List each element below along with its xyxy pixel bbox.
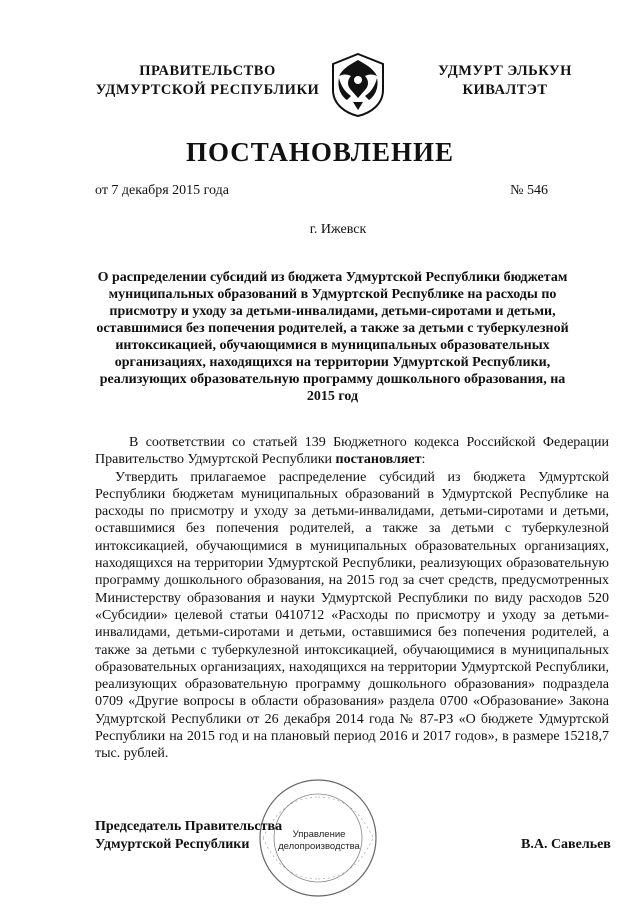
document-title: О распределении субсидий из бюджета Удмуртской Республики бюджетам муниципальных образований в Удмуртской Республике на расходы по присмотру и уходу за детьми-инвалидами, детьми-сиротами и детьми, оставшимися без попечения родителей, а также за детьми с туберкулезной интоксикацией, обучающимися в муниципальных образовательных организациях, находящихся на территории Удмуртской Республики, реализующих образовательную программу дошкольного образования, на 2015 год bbox=[96, 270, 569, 404]
document-body bbox=[95, 434, 609, 763]
signatory-name: В.А. Савельев bbox=[521, 837, 611, 852]
issuer-line-2: УДМУРТСКОЙ РЕСПУБЛИКИ bbox=[95, 82, 320, 98]
issuer-udmurt-line-1: УДМУРТ ЭЛЬКУН bbox=[438, 63, 572, 79]
stamp-line-1: Управление bbox=[292, 829, 346, 840]
document-date: от 7 декабря 2015 года bbox=[95, 183, 229, 198]
signatory-position-line-1: Председатель Правительства bbox=[95, 819, 283, 834]
office-stamp bbox=[257, 777, 379, 899]
signatory-position bbox=[95, 818, 282, 854]
paragraph-1-text: В соответствии со статьей 139 Бюджетного кодекса Российской Федерации Правительство Удмуртской Республики bbox=[95, 435, 609, 468]
document-type: ПОСТАНОВЛЕНИЕ bbox=[185, 137, 455, 167]
stamp-line-2: делопроизводства bbox=[278, 841, 360, 852]
document-city: г. Ижевск bbox=[309, 222, 367, 237]
paragraph-1-end: : bbox=[421, 452, 426, 468]
body-paragraph-2: Утвердить прилагаемое распределение субсидий из бюджета Удмуртской Республики бюджетам муниципальных образований в Удмуртской Республике на расходы по присмотру и уходу за детьми-инвалидами, детьми-сиротами и детьми, оставшимися без попечения родителей, а также за детьми с туберкулезной интоксикацией, обучающимися в муниципальных образовательных организациях, находящихся на территории Удмуртской Республики, реализующих образовательную программу дошкольного образования, на 2015 год за счет средств, предусмотренных Министерству образования и науки Удмуртской Республики по виду расходов 520 «Субсидии» целевой статьи 0410712 «Расходы по присмотру и уходу за детьми-инвалидами, детьми-сиротами и детьми, оставшимися без попечения родителей, а также за детьми с туберкулезной интоксикацией, обучающимися в муниципальных образовательных организациях, находящихся на территории Удмуртской Республики, реализующих образовательную программу дошкольного образования» подраздела 0709 «Другие вопросы в области образования» раздела 0700 «Образование» Закона Удмуртской Республики от 26 декабря 2014 года № 87-РЗ «О бюджете Удмуртской Республики на 2015 год и на плановый период 2016 и 2017 годов», в размере 15218,7 тыс. рублей. bbox=[95, 469, 609, 762]
issuer-udmurt-line-2: КИВАЛТЭТ bbox=[462, 82, 548, 98]
issuer-name-udmurt bbox=[430, 62, 580, 100]
signatory-position-line-2: Удмуртской Республики bbox=[95, 837, 250, 852]
document-number: № 546 bbox=[510, 183, 548, 198]
paragraph-1-keyword: постановляет bbox=[335, 452, 422, 468]
issuer-name-russian bbox=[95, 62, 320, 100]
body-paragraph-1 bbox=[95, 434, 609, 469]
coat-of-arms-icon bbox=[329, 52, 387, 118]
issuer-line-1: ПРАВИТЕЛЬСТВО bbox=[139, 63, 276, 79]
